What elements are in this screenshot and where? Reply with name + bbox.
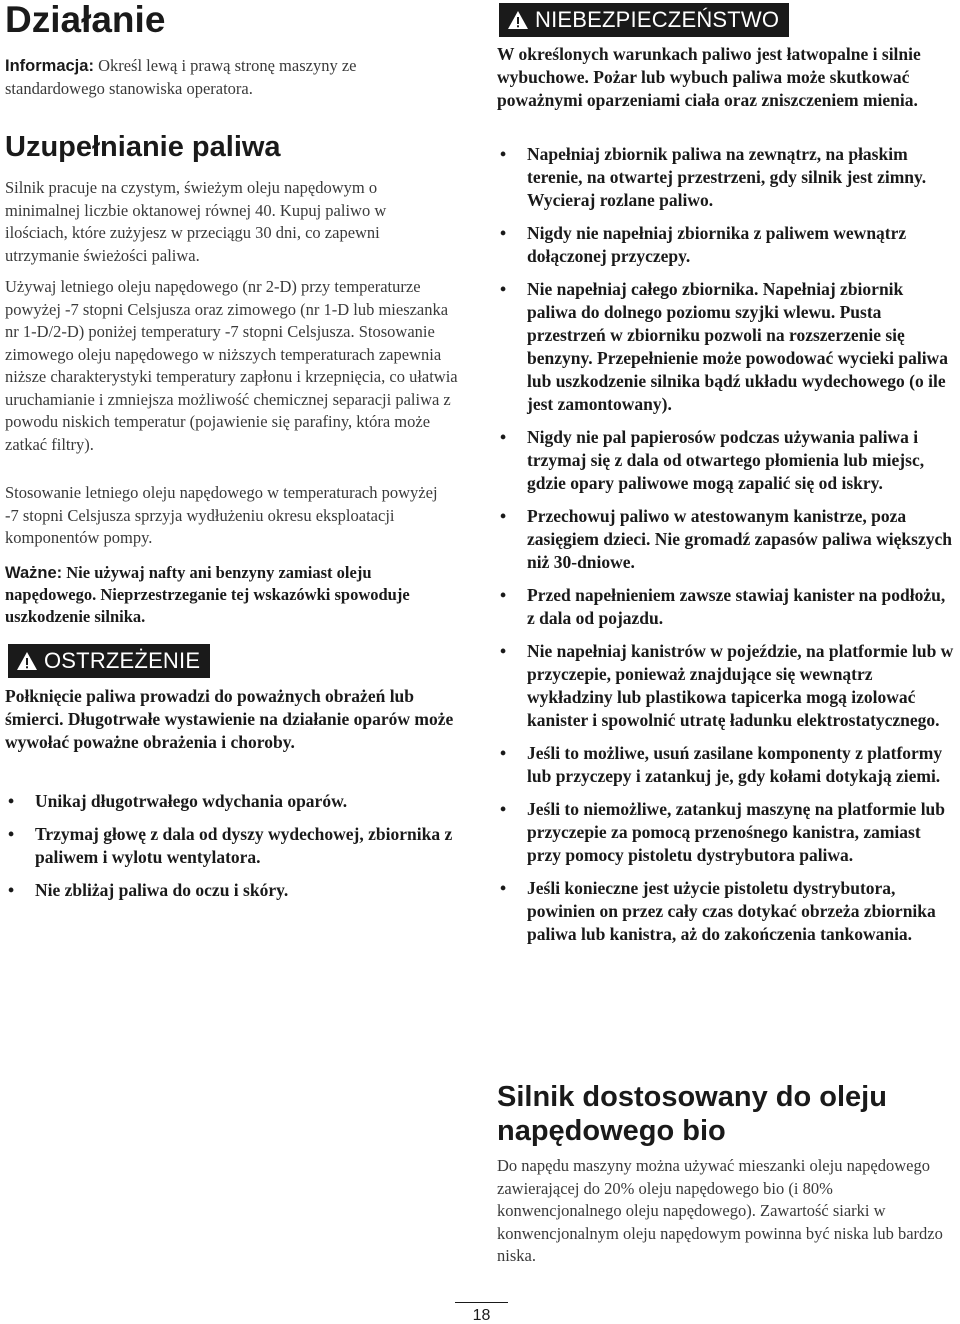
fuel-paragraph-1: Silnik pracuje na czystym, świeżym oleju napędowym o minimalnej liczbie oktanowej równej 40. Kupuj paliwo w ilościach, które zużyjesz w przeciągu 30 dni, co zapewni utrzymanie świeżości paliwa.	[5, 178, 387, 265]
fuel-paragraph-3: Stosowanie letniego oleju napędowego w temperaturach powyżej -7 stopni Celsjusza sprzyja wydłużeniu okresu eksploatacji komponentów pompy.	[5, 483, 438, 547]
danger-bullet: • Nie napełniaj całego zbiornika. Napełniaj zbiornik paliwa do dolnego poziomu szyjki wlewu. Pusta przestrzeń w zbiorniku pozwoli na rozszerzenie się benzyny. Przepełnienie może powodować wycieki paliwa lub uszkodzenie silnika bądź układu wydechowego (o ile jest zamontowany).	[497, 278, 957, 416]
fuel-heading: Uzupełnianie paliwa	[5, 131, 281, 163]
danger-bullet: • Jeśli to możliwe, usuń zasilane komponenty z platformy lub przyczepy i zatankuj je, gdy kołami dotykają ziemi.	[497, 742, 957, 788]
danger-text: W określonych warunkach paliwo jest łatwopalne i silnie wybuchowe. Pożar lub wybuch paliwa może skutkować poważnymi oparzeniami ciała oraz zniszczeniem mienia.	[497, 44, 921, 110]
important-note	[5, 562, 450, 628]
warning-bullet: • Nie zbliżaj paliwa do oczu i skóry.	[5, 879, 460, 902]
danger-bullet-list	[497, 143, 957, 946]
danger-banner	[499, 3, 789, 37]
info-note	[5, 55, 435, 100]
danger-bullet: • Napełniaj zbiornik paliwa na zewnątrz, na płaskim terenie, na otwartej przestrzeni, gdy silnik jest zimny. Wycieraj rozlane paliwo.	[497, 143, 957, 212]
danger-bullet: • Przechowuj paliwo w atestowanym kanistrze, poza zasięgiem dzieci. Nie gromadź zapasów paliwa większych niż 30-dniowe.	[497, 505, 957, 574]
important-label: Ważne:	[5, 564, 63, 582]
danger-bullet: • Nigdy nie napełniaj zbiornika z paliwem wewnątrz dołączonej przyczepy.	[497, 222, 957, 268]
warning-triangle-icon	[16, 651, 38, 671]
warning-text: Połknięcie paliwa prowadzi do poważnych obrażeń lub śmierci. Długotrwałe wystawienie na działanie oparów może wywołać poważne obrażenia i choroby.	[5, 686, 454, 752]
warning-bullet: • Trzymaj głowę z dala od dyszy wydechowej, zbiornika z paliwem i wylotu wentylatora.	[5, 823, 460, 869]
danger-bullet: • Nigdy nie pal papierosów podczas używania paliwa i trzymaj się z dala od otwartego płomienia lub miejsc, gdzie opary paliwowe mogą zapalić się od iskry.	[497, 426, 957, 495]
danger-bullet: • Jeśli konieczne jest użycie pistoletu dystrybutora, powinien on przez cały czas dotykać obrzeża zbiornika paliwa lub kanistra, aż do zakończenia tankowania.	[497, 877, 957, 946]
page-title: Działanie	[5, 0, 166, 40]
info-label: Informacja:	[5, 57, 94, 75]
bio-paragraph: Do napędu maszyny można używać mieszanki oleju napędowego zawierającej do 20% oleju napędowego bio (i 80% konwencjonalnego oleju napędowego). Zawartość siarki w konwencjonalnym oleju napędowym powinna być niska lub bardzo niska.	[497, 1156, 943, 1265]
warning-bullet: • Unikaj długotrwałego wdychania oparów.	[5, 790, 460, 813]
warning-banner-label: OSTRZEŻENIE	[44, 648, 201, 673]
info-text: Określ lewą i prawą stronę maszyny ze standardowego stanowiska operatora.	[5, 56, 357, 98]
warning-triangle-icon	[507, 10, 529, 30]
page-number: 18	[472, 1307, 491, 1324]
danger-bullet: • Jeśli to niemożliwe, zatankuj maszynę na platformie lub przyczepie za pomocą przenośnego kanistra, zamiast przy pomocy pistoletu dystrybutora paliwa.	[497, 798, 957, 867]
footer-divider	[455, 1302, 508, 1303]
danger-bullet: • Przed napełnieniem zawsze stawiaj kanister na podłożu, z dala od pojazdu.	[497, 584, 957, 630]
fuel-paragraph-2: Używaj letniego oleju napędowego (nr 2-D) przy temperaturze powyżej -7 stopni Celsjusza oraz zimowego (nr 1-D lub mieszanka nr 1-D/2-D) poniżej temperatury -7 stopni Celsjusza. Stosowanie zimowego oleju napędowego w niższych temperaturach zapewnia niższe charakterystyki temperatury zapłonu i krzepnięcia, co ułatwia uruchamianie i zmniejsza możliwość chemicznej separacji paliwa z powodu niskich temperatur (pojawienie się parafiny, która może zatkać filtry).	[5, 277, 458, 454]
bio-heading: Silnik dostosowany do oleju napędowego bio	[497, 1081, 887, 1147]
important-text: Nie używaj nafty ani benzyny zamiast oleju napędowego. Nieprzestrzeganie tej wskazówki spowoduje uszkodzenie silnika.	[5, 563, 410, 626]
danger-bullet: • Nie napełniaj kanistrów w pojeździe, na platformie lub w przyczepie, ponieważ znajdujące się wewnątrz wykładziny lub plastikowa tapicerka mogą izolować kanister i spowolnić utratę ładunku elektrostatycznego.	[497, 640, 957, 732]
danger-banner-label: NIEBEZPIECZEŃSTWO	[535, 7, 780, 32]
warning-bullet-list	[5, 790, 460, 902]
warning-banner	[8, 644, 210, 678]
